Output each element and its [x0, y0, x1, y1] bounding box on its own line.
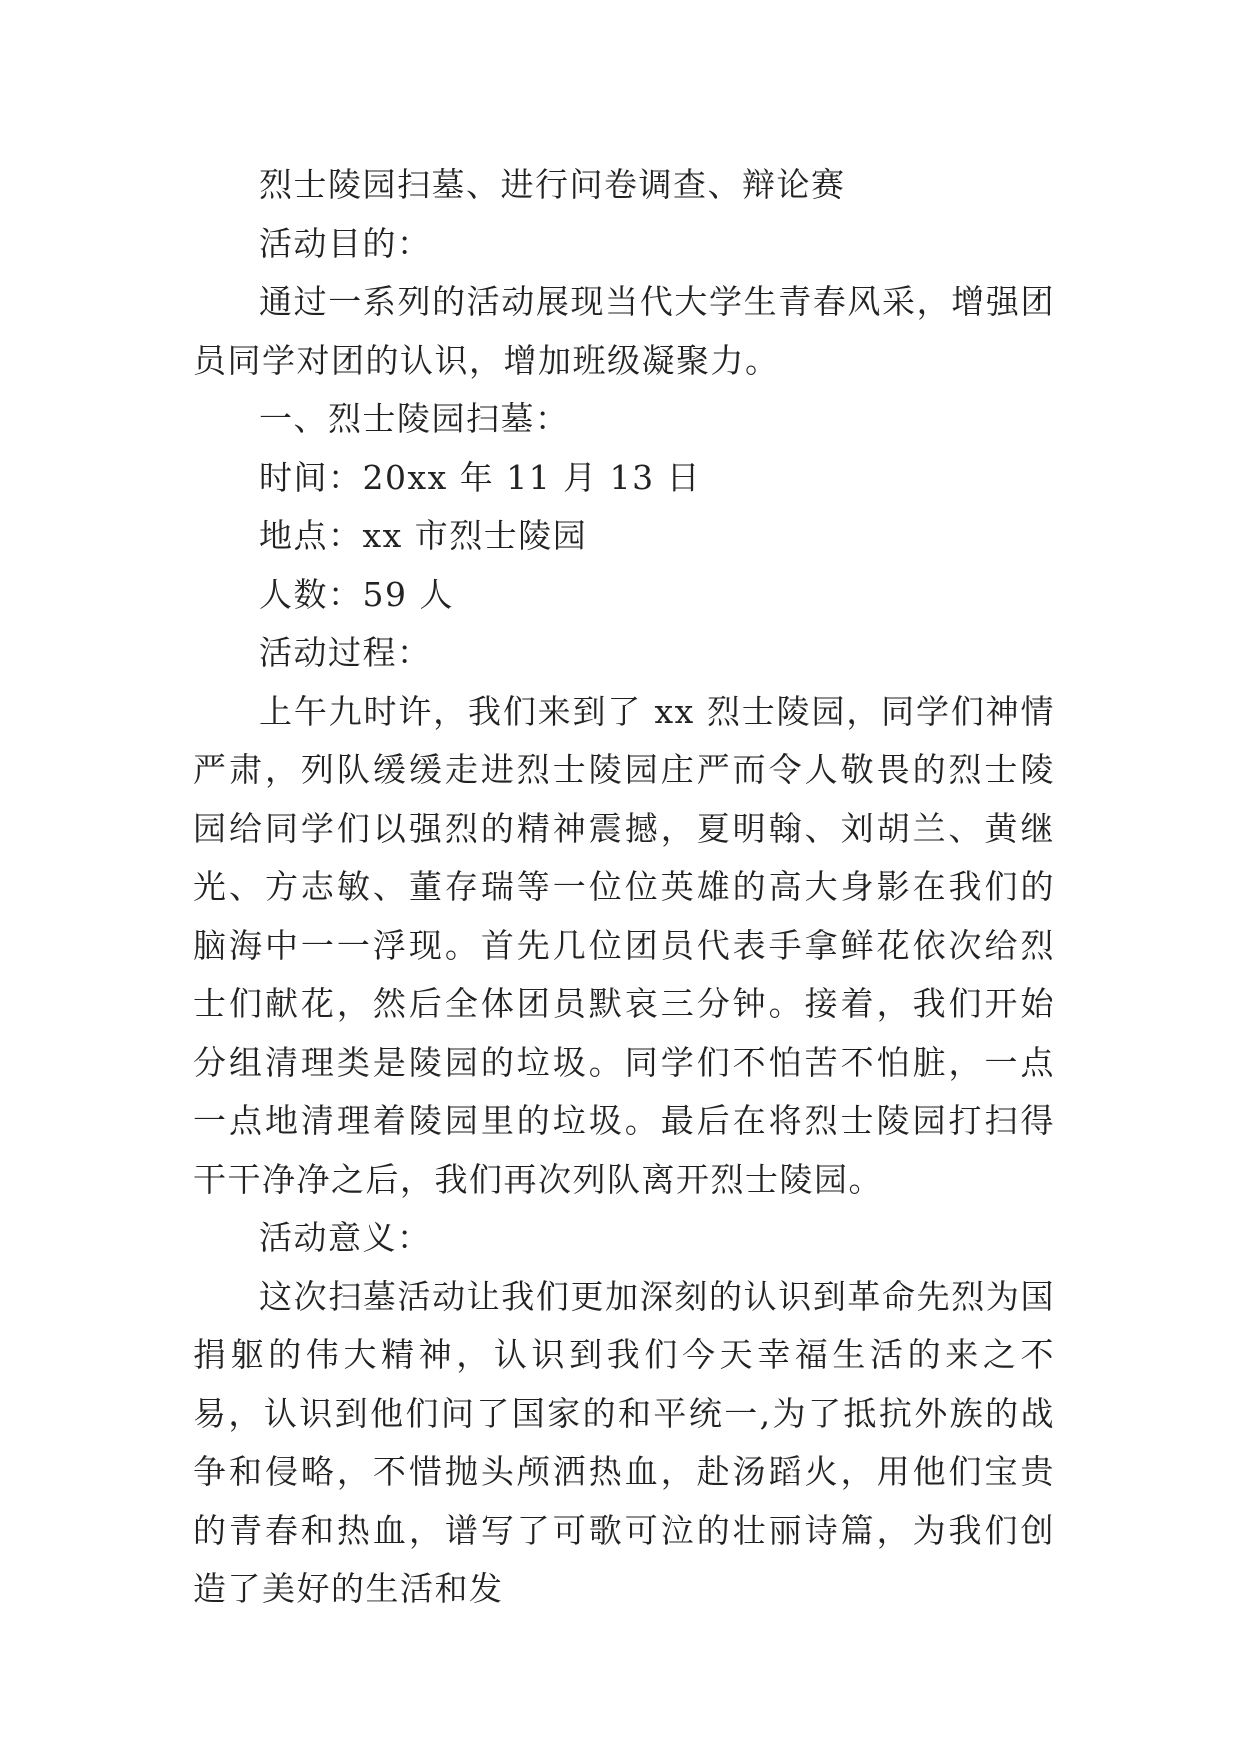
- process-heading: 活动过程：: [259, 633, 432, 672]
- purpose-paragraph: 通过一系列的活动展现当代大学生青春风采，增强团员同学对团的认识，增加班级凝聚力。: [193, 282, 1055, 380]
- location-line: 地点：xx 市烈士陵园: [259, 516, 588, 555]
- process-paragraph: 上午九时许，我们来到了 xx 烈士陵园，同学们神情严肃，列队缓缓走进烈士陵园庄严而令人敬畏的烈士陵园给同学们以强烈的精神震撼，夏明翰、刘胡兰、黄继光、方志敏、董存瑞等一位位英雄的高大身影在我们的脑海中一一浮现。首先几位团员代表手拿鲜花依次给烈士们献花，然后全体团员默哀三分钟。接着，我们开始分组清理类是陵园的垃圾。同学们不怕苦不怕脏，一点一点地清理着陵园里的垃圾。最后在将烈士陵园打扫得干干净净之后，我们再次列队离开烈士陵园。: [193, 691, 1055, 1199]
- purpose-heading: 活动目的：: [259, 223, 432, 263]
- document-body: [193, 156, 1055, 1619]
- headcount-line: 人数：59 人: [259, 574, 454, 614]
- time-line: 时间：20xx 年 11 月 13 日: [259, 457, 702, 497]
- section-heading-tomb-sweeping: 一、烈士陵园扫墓：: [259, 399, 570, 438]
- significance-heading: 活动意义：: [259, 1218, 432, 1257]
- activity-list-line: 烈士陵园扫墓、进行问卷调查、辩论赛: [259, 165, 846, 204]
- significance-paragraph: 这次扫墓活动让我们更加深刻的认识到革命先烈为国捐躯的伟大精神，认识到我们今天幸福生活的来之不易，认识到他们问了国家的和平统一,为了抵抗外族的战争和侵略，不惜抛头颅洒热血，赴汤蹈火，用他们宝贵的青春和热血，谱写了可歌可泣的壮丽诗篇，为我们创造了美好的生活和发: [193, 1276, 1055, 1608]
